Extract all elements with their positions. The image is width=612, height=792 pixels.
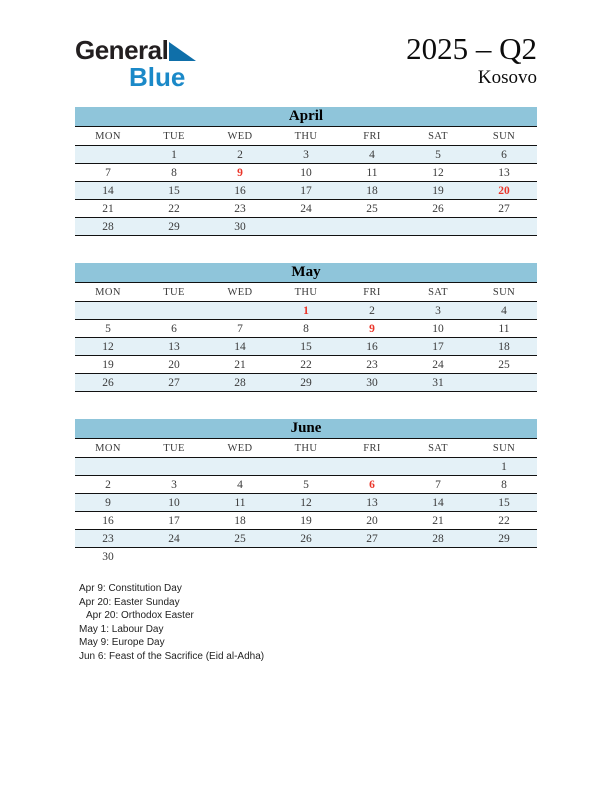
day-cell: 8: [303, 322, 309, 335]
day-cell: 12: [300, 496, 312, 509]
week-row: [75, 302, 537, 320]
week-row: [75, 218, 537, 236]
day-cell: 11: [498, 322, 510, 335]
week-row: [75, 356, 537, 374]
general-blue-logo: [75, 35, 196, 92]
day-cell: 24: [300, 202, 312, 215]
day-cell: 18: [234, 514, 246, 527]
day-cell: 14: [234, 340, 246, 353]
month-title: May: [75, 263, 537, 283]
day-cell: 13: [498, 166, 510, 179]
holiday-item: Apr 20: Orthodox Easter: [86, 610, 194, 621]
holiday-item: Apr 9: Constitution Day: [79, 583, 182, 594]
day-cell: 6: [369, 478, 375, 491]
day-cell: 22: [168, 202, 180, 215]
week-row: [75, 320, 537, 338]
month-april: [75, 107, 537, 236]
day-header-cell: FRI: [363, 130, 381, 142]
page-title: 2025 – Q2: [406, 31, 537, 66]
day-cell: 17: [432, 340, 444, 353]
day-header-cell: SAT: [428, 286, 448, 298]
months: [75, 107, 537, 566]
day-cell: 29: [300, 376, 312, 389]
day-cell: 12: [432, 166, 444, 179]
day-cell: 29: [498, 532, 510, 545]
day-cell: 10: [300, 166, 312, 179]
day-cell: 5: [303, 478, 309, 491]
title-block: [406, 32, 537, 89]
day-cell: 2: [105, 478, 111, 491]
day-cell: 22: [300, 358, 312, 371]
day-cell: 7: [105, 166, 111, 179]
day-cell: 10: [432, 322, 444, 335]
day-cell: 30: [234, 220, 246, 233]
day-cell: 20: [498, 184, 510, 197]
day-cell: 17: [168, 514, 180, 527]
day-cell: 19: [432, 184, 444, 197]
week-row: [75, 164, 537, 182]
day-cell: 8: [171, 166, 177, 179]
day-header-cell: THU: [294, 286, 318, 298]
day-header-cell: SAT: [428, 442, 448, 454]
day-cell: 26: [300, 532, 312, 545]
month-may: [75, 263, 537, 392]
day-cell: 17: [300, 184, 312, 197]
logo-text-blue: Blue: [128, 62, 186, 92]
day-cell: 3: [171, 478, 177, 491]
month-title: April: [75, 107, 537, 127]
day-cell: 21: [102, 202, 114, 215]
day-header-cell: FRI: [363, 286, 381, 298]
day-cell: 9: [237, 166, 243, 179]
day-cell: 28: [234, 376, 246, 389]
day-header-cell: WED: [227, 286, 253, 298]
week-row: [75, 476, 537, 494]
logo-text-general: General: [75, 35, 169, 65]
day-header-cell: WED: [227, 130, 253, 142]
day-cell: 2: [369, 304, 375, 317]
week-row: [75, 146, 537, 164]
day-cell: 16: [366, 340, 378, 353]
day-cell: 29: [168, 220, 180, 233]
day-cell: 9: [105, 496, 111, 509]
day-header-cell: SAT: [428, 130, 448, 142]
day-cell: 30: [102, 551, 114, 563]
day-cell: 23: [234, 202, 246, 215]
day-cell: 5: [435, 148, 441, 161]
day-cell: 28: [102, 220, 114, 233]
day-header-cell: WED: [227, 442, 253, 454]
day-cell: 3: [303, 148, 309, 161]
week-row: [75, 530, 537, 548]
day-header-cell: SUN: [492, 442, 516, 454]
day-cell: 1: [303, 304, 309, 317]
day-cell: 24: [432, 358, 444, 371]
day-header-row: [75, 283, 537, 302]
day-cell: 4: [501, 304, 507, 317]
day-cell: 25: [498, 358, 510, 371]
day-header-cell: FRI: [363, 442, 381, 454]
day-cell: 23: [366, 358, 378, 371]
day-cell: 15: [300, 340, 312, 353]
day-cell: 26: [432, 202, 444, 215]
day-header-cell: MON: [95, 442, 121, 454]
day-cell: 3: [435, 304, 441, 317]
holiday-item: Jun 6: Feast of the Sacrifice (Eid al-Adha): [79, 650, 265, 662]
day-cell: 19: [300, 514, 312, 527]
day-cell: 1: [501, 460, 507, 473]
day-cell: 23: [102, 532, 114, 545]
week-row: [75, 374, 537, 392]
day-cell: 28: [432, 532, 444, 545]
day-cell: 10: [168, 496, 180, 509]
day-header-cell: TUE: [163, 442, 185, 454]
day-cell: 16: [234, 184, 246, 197]
day-cell: 13: [366, 496, 378, 509]
day-header-row: [75, 439, 537, 458]
day-cell: 4: [237, 478, 243, 491]
day-cell: 20: [366, 514, 378, 527]
day-header-cell: THU: [294, 442, 318, 454]
day-cell: 2: [237, 148, 243, 161]
day-cell: 27: [168, 376, 180, 389]
week-row: [75, 458, 537, 476]
day-header-cell: SUN: [492, 286, 516, 298]
day-cell: 14: [102, 184, 114, 197]
holiday-list: [79, 582, 264, 663]
day-cell: 12: [102, 340, 114, 353]
day-cell: 11: [366, 166, 378, 179]
day-cell: 25: [234, 532, 246, 545]
week-row: [75, 338, 537, 356]
day-cell: 16: [102, 514, 114, 527]
day-cell: 31: [432, 376, 444, 389]
day-cell: 13: [168, 340, 180, 353]
page-subtitle: Kosovo: [477, 67, 537, 88]
day-cell: 5: [105, 322, 111, 335]
day-cell: 25: [366, 202, 378, 215]
day-cell: 27: [498, 202, 510, 215]
day-cell: 24: [168, 532, 180, 545]
month-title: June: [75, 419, 537, 439]
day-cell: 4: [369, 148, 375, 161]
day-cell: 15: [498, 496, 510, 509]
day-cell: 14: [432, 496, 444, 509]
day-cell: 6: [501, 148, 507, 161]
day-cell: 21: [234, 358, 246, 371]
day-cell: 21: [432, 514, 444, 527]
week-row: [75, 512, 537, 530]
week-row: [75, 200, 537, 218]
day-cell: 9: [369, 322, 375, 335]
day-cell: 30: [366, 376, 378, 389]
week-row: [75, 548, 537, 566]
day-cell: 20: [168, 358, 180, 371]
holiday-item: Apr 20: Easter Sunday: [79, 596, 180, 608]
week-row: [75, 182, 537, 200]
day-header-cell: TUE: [163, 286, 185, 298]
day-header-cell: THU: [294, 130, 318, 142]
day-header-cell: SUN: [492, 130, 516, 142]
day-header-cell: MON: [95, 286, 121, 298]
day-cell: 8: [501, 478, 507, 491]
day-header-cell: MON: [95, 130, 121, 142]
day-header-cell: TUE: [163, 130, 185, 142]
day-cell: 11: [234, 496, 246, 509]
day-cell: 19: [102, 358, 114, 371]
day-cell: 6: [171, 322, 177, 335]
day-cell: 7: [435, 478, 441, 491]
holiday-item: May 9: Europe Day: [79, 637, 165, 648]
day-cell: 27: [366, 532, 378, 545]
day-cell: 26: [102, 376, 114, 389]
day-cell: 18: [366, 184, 378, 197]
week-row: [75, 494, 537, 512]
day-cell: 18: [498, 340, 510, 353]
day-header-row: [75, 127, 537, 146]
month-june: [75, 419, 537, 566]
day-cell: 7: [237, 322, 243, 335]
day-cell: 22: [498, 514, 510, 527]
holiday-item: May 1: Labour Day: [79, 623, 164, 635]
day-cell: 1: [171, 148, 177, 161]
day-cell: 15: [168, 184, 180, 197]
